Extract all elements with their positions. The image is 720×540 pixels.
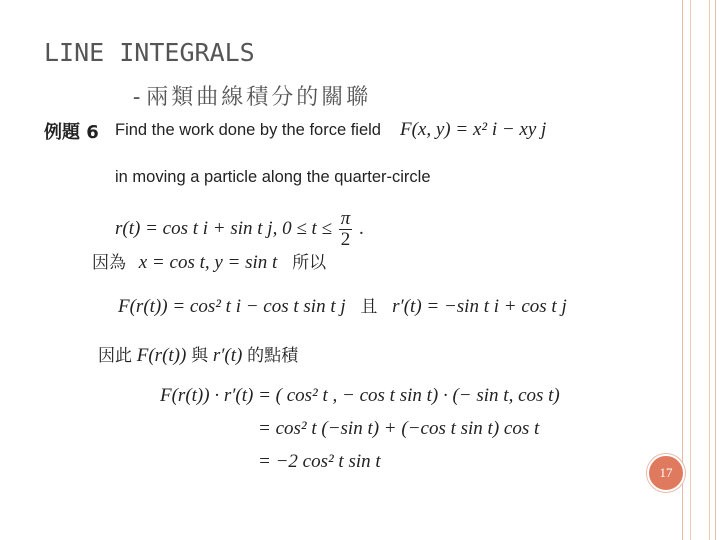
slide-title: LINE INTEGRALS [44,38,255,67]
dot-product-equation-1: F(r(t)) · r′(t) = ( cos² t , − cos t sin t) · (− sin t, cos t) [160,385,560,406]
so-label: 所以 [292,253,327,273]
fraction-denominator: 2 [340,229,351,250]
r-prime-expression: r′(t) = −sin t i + cos t j [392,296,567,317]
page-number-badge: 17 [647,454,685,492]
curve-formula: r(t) = cos t i + sin t j, 0 ≤ t ≤ [115,217,332,239]
because-expression: x = cos t, y = sin t [138,252,278,273]
slide-subtitle: -兩類曲線積分的關聯 [130,85,372,110]
fraction-numerator: π [340,208,351,229]
curve-period: . [359,217,364,239]
because-line [92,248,326,274]
pi-over-two-fraction [339,209,353,250]
decorative-border-inner [690,0,710,540]
curve-definition [115,209,364,250]
problem-prompt-line1: Find the work done by the force field [115,121,381,139]
dot-product-equation-3: = −2 cos² t sin t [258,451,381,472]
field-on-curve-expression: F(r(t)) = cos² t i − cos t sin t j [118,296,346,317]
field-on-curve-line [118,292,567,318]
hence-line [98,341,298,367]
hence-with: 與 [191,346,209,366]
problem-prompt-line2: in moving a particle along the quarter-circle [115,168,431,186]
example-label: 例題 6 [44,122,99,143]
dot-product-equation-2: = cos² t (−sin t) + (−cos t sin t) cos t [258,418,540,439]
because-label: 因為 [92,253,126,273]
and-label: 且 [360,297,378,317]
hence-label: 因此 [98,346,132,366]
force-field-formula: F(x, y) = x² i − xy j [400,119,547,140]
hence-expression-b: r′(t) [212,345,243,366]
hence-expression-a: F(r(t)) [136,345,187,366]
hence-tail: 的點積 [247,346,299,366]
